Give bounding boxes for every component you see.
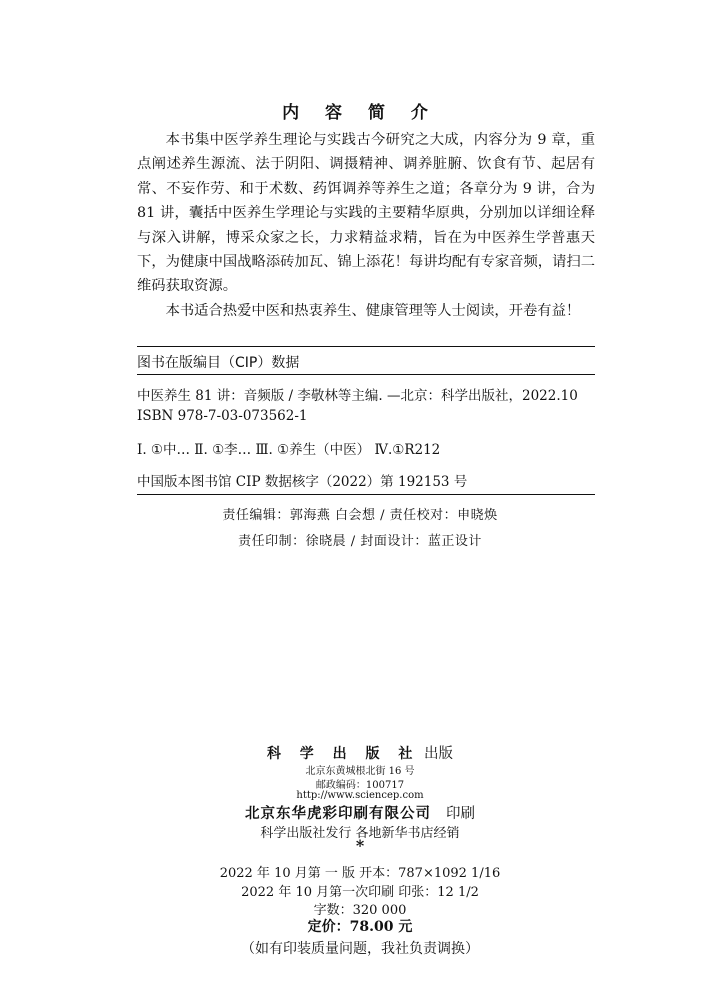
publisher-postcode: 邮政编码：100717 bbox=[315, 780, 405, 791]
intro-body bbox=[137, 128, 595, 323]
printer-suffix: 印刷 bbox=[446, 806, 476, 822]
cip-title: 图书在版编目（CIP）数据 bbox=[137, 355, 300, 371]
cip-isbn: ISBN 978-7-03-073562-1 bbox=[137, 408, 308, 424]
cip-bottom-rule bbox=[137, 494, 595, 495]
price-value: 78.00 元 bbox=[349, 919, 413, 935]
cip-record: 中医养生 81 讲：音频版 / 李敬林等主编. —北京：科学出版社，2022.10 bbox=[137, 388, 578, 404]
printer-name: 北京东华虎彩印刷有限公司 bbox=[244, 805, 431, 822]
cip-top-rule bbox=[137, 346, 595, 347]
intro-paragraph: 本书集中医学养生理论与实践古今研究之大成，内容分为 9 章，重点阐述养生源流、法于阴阳、调摄精神、调养脏腑、饮食有节、起居有常、不妄作劳、和于术数、药饵调养等养生之道；各章分为 9 讲，合为 81 讲，囊括中医养生学理论与实践的主要精华原典，分别加以详细诠释与深入讲解，博采众家之长，力求精益求精，旨在为中医养生学普惠天下，为健康中国战略添砖加瓦、锦上添花！每讲均配有专家音频，请扫二维码获取资源。 bbox=[137, 132, 595, 295]
credits-production: 责任印制：徐晓晨 / 封面设计：蓝正设计 bbox=[238, 534, 482, 549]
cip-verification: 中国版本图书馆 CIP 数据核字（2022）第 192153 号 bbox=[137, 474, 468, 490]
price-label: 定价： bbox=[307, 919, 350, 935]
printer-line bbox=[0, 802, 720, 823]
printing-line: 2022 年 10 月第一次印刷 印张：12 1/2 bbox=[241, 885, 479, 900]
separator-star: * bbox=[355, 836, 365, 855]
price-line bbox=[0, 916, 720, 936]
publisher-name: 科 学 出 版 社 bbox=[266, 746, 420, 762]
credits-editors: 责任编辑：郭海燕 白会想 / 责任校对：申晓焕 bbox=[222, 508, 498, 523]
word-count: 字数：320 000 bbox=[313, 903, 407, 918]
edition-line: 2022 年 10 月第 一 版 开本：787×1092 1/16 bbox=[219, 866, 501, 881]
publisher-line bbox=[0, 742, 720, 763]
quality-notice: （如有印装质量问题，我社负责调换） bbox=[241, 941, 479, 957]
cip-classification: Ⅰ. ①中… Ⅱ. ①李… Ⅲ. ①养生（中医） Ⅳ.①R212 bbox=[137, 442, 441, 458]
publisher-website: http://www.sciencep.com bbox=[296, 790, 424, 801]
intro-paragraph: 本书适合热爱中医和热衷养生、健康管理等人士阅读，开卷有益！ bbox=[165, 302, 581, 319]
publisher-address: 北京东黄城根北街 16 号 bbox=[305, 766, 415, 777]
publisher-suffix: 出版 bbox=[424, 746, 454, 762]
intro-heading: 内 容 简 介 bbox=[282, 103, 438, 123]
distribution-line: 科学出版社发行 各地新华书店经销 bbox=[260, 826, 460, 841]
cip-title-rule bbox=[137, 374, 595, 375]
